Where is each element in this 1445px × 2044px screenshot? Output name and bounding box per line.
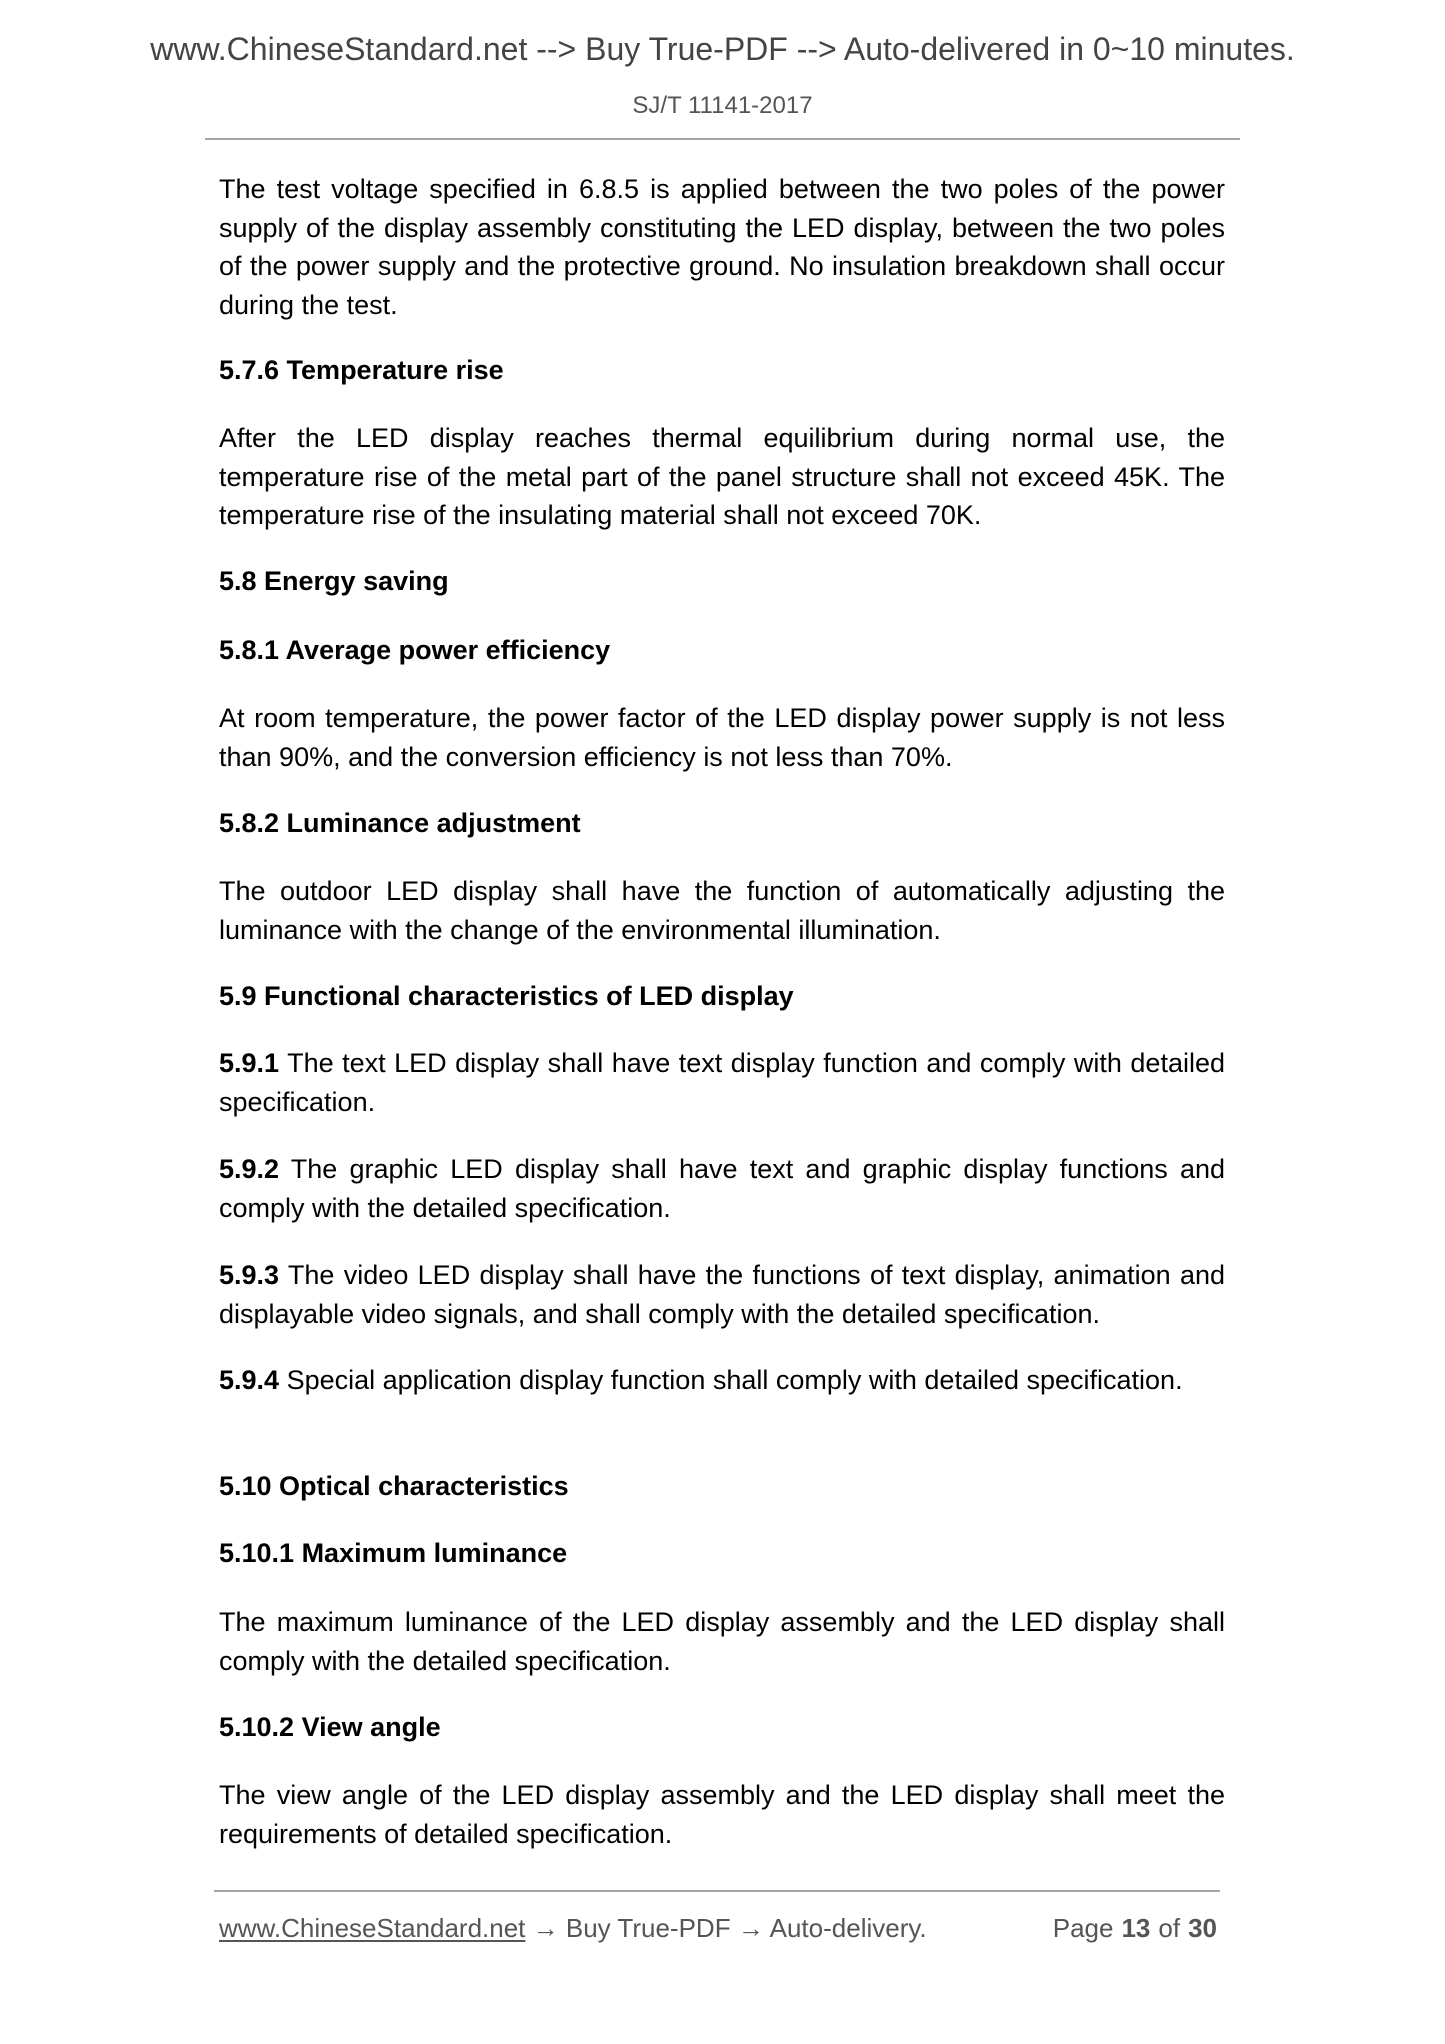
section-heading-5-9: 5.9 Functional characteristics of LED display: [219, 981, 794, 1011]
clause-5-9-4: [219, 1361, 1225, 1400]
section-heading-5-7-6: 5.7.6 Temperature rise: [219, 355, 504, 385]
footer: [219, 1913, 1217, 1943]
top-banner: www.ChineseStandard.net --> Buy True-PDF --> Auto-delivered in 0~10 minutes.: [150, 31, 1295, 67]
footer-divider: [214, 1890, 1220, 1892]
clause-5-9-2: [219, 1150, 1225, 1227]
clause-5-9-3: [219, 1256, 1225, 1333]
footer-buy-text: Buy True-PDF: [565, 1913, 731, 1943]
page-current: 13: [1121, 1913, 1151, 1943]
page-indicator: [1053, 1913, 1217, 1943]
section-heading-5-8: 5.8 Energy saving: [219, 566, 449, 596]
section-text-5-7-6: After the LED display reaches thermal equilibrium during normal use, the temperature rise of the metal part of the panel structure shall not exceed 45K. The temperature rise of the insulating material shall not exceed 70K.: [219, 423, 1225, 530]
section-heading-5-8-2: 5.8.2 Luminance adjustment: [219, 808, 581, 838]
section-text-5-10-1: The maximum luminance of the LED display assembly and the LED display shall comply with the detailed specification.: [219, 1607, 1225, 1676]
section-text-5-10-2: The view angle of the LED display assembly and the LED display shall meet the requirements of detailed specification.: [219, 1780, 1225, 1849]
clause-number: 5.9.1: [219, 1048, 280, 1078]
clause-text: The graphic LED display shall have text and graphic display functions and comply with the detailed specification.: [219, 1154, 1225, 1223]
section-heading-5-10-1: 5.10.1 Maximum luminance: [219, 1538, 568, 1568]
section-text-5-8-1: At room temperature, the power factor of the LED display power supply is not less than 90%, and the conversion efficiency is not less than 70%.: [219, 703, 1225, 772]
clause-text: Special application display function shall comply with detailed specification.: [286, 1365, 1183, 1395]
clause-number: 5.9.2: [219, 1154, 280, 1184]
section-heading-5-10: 5.10 Optical characteristics: [219, 1471, 569, 1501]
clause-number: 5.9.4: [219, 1365, 280, 1395]
footer-delivery-text: Auto-delivery.: [769, 1913, 927, 1943]
clause-5-9-1: [219, 1044, 1225, 1121]
arrow-right-icon: →: [532, 1913, 559, 1943]
clause-text: The video LED display shall have the functions of text display, animation and displayable video signals, and shall comply with the detailed specification.: [219, 1260, 1225, 1329]
clause-text: The text LED display shall have text display function and comply with detailed specification.: [219, 1048, 1225, 1117]
page-label: Page: [1052, 1913, 1114, 1943]
section-heading-5-8-1: 5.8.1 Average power efficiency: [219, 635, 611, 665]
arrow-right-icon: →: [737, 1913, 764, 1943]
intro-paragraph: The test voltage specified in 6.8.5 is applied between the two poles of the power supply of the display assembly constituting the LED display, between the two poles of the power supply and the protective ground. No insulation breakdown shall occur during the test.: [219, 174, 1225, 320]
header-divider: [205, 138, 1240, 140]
page-total: 30: [1188, 1913, 1217, 1943]
clause-number: 5.9.3: [219, 1260, 280, 1290]
standard-code: SJ/T 11141-2017: [632, 92, 813, 119]
page-of-label: of: [1158, 1913, 1181, 1943]
footer-site-link[interactable]: www.ChineseStandard.net: [219, 1913, 526, 1943]
section-text-5-8-2: The outdoor LED display shall have the function of automatically adjusting the luminance with the change of the environmental illumination.: [219, 876, 1225, 945]
section-heading-5-10-2: 5.10.2 View angle: [219, 1712, 441, 1742]
